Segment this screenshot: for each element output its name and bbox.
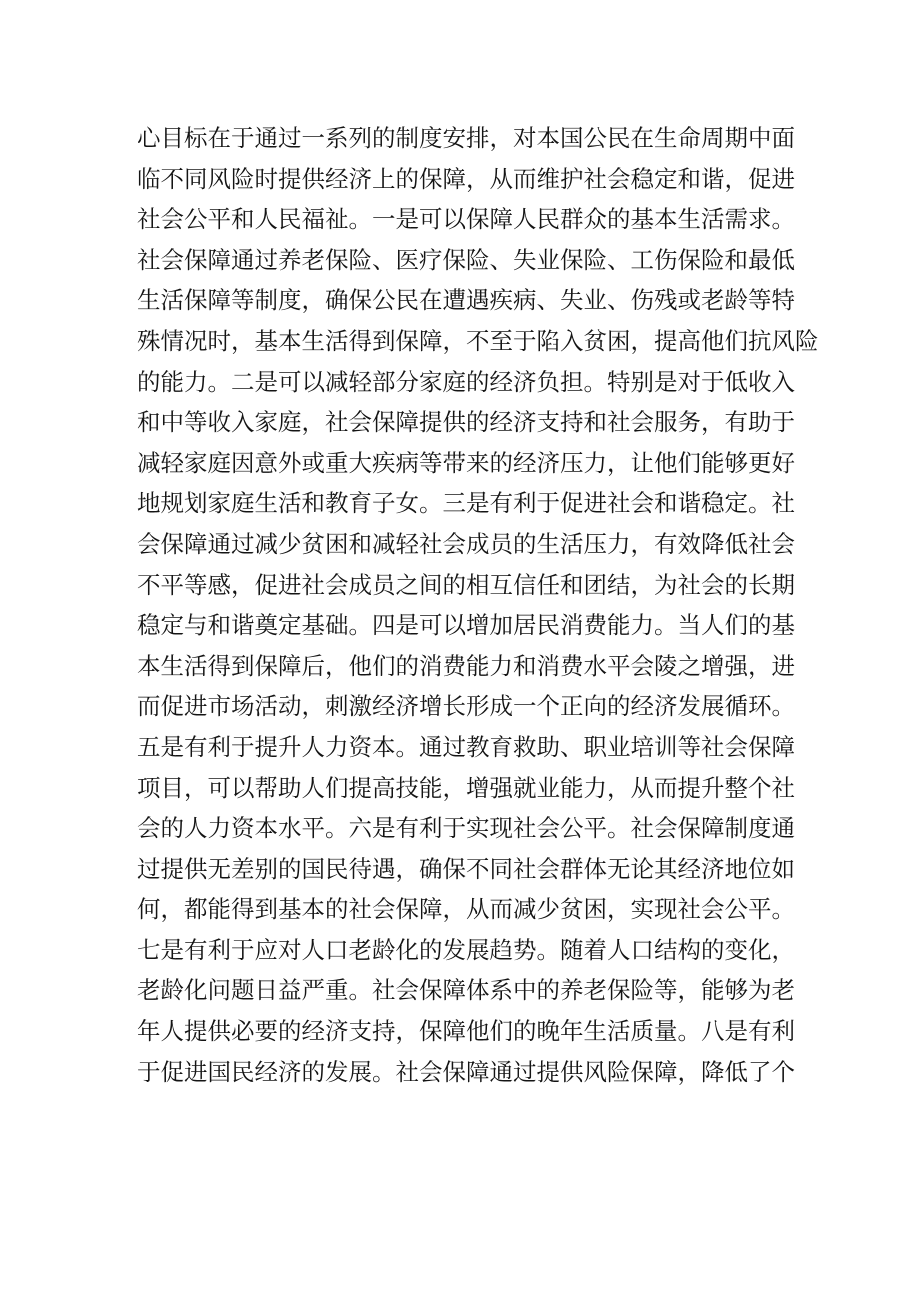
text-line: 于促进国民经济的发展。社会保障通过提供风险保障，降低了个 — [137, 1057, 795, 1086]
text-line: 殊情况时，基本生活得到保障，不至于陷入贫困，提高他们抗风险 — [137, 326, 819, 355]
text-line: 的能力。二是可以减轻部分家庭的经济负担。特别是对于低收入 — [137, 367, 795, 396]
text-line: 会的人力资本水平。六是有利于实现社会公平。社会保障制度通 — [137, 814, 795, 843]
text-line: 项目，可以帮助人们提高技能，增强就业能力，从而提升整个社 — [137, 773, 795, 802]
text-line: 社会保障通过养老保险、医疗保险、失业保险、工伤保险和最低 — [137, 245, 795, 274]
text-line: 地规划家庭生活和教育子女。三是有利于促进社会和谐稳定。社 — [137, 489, 795, 518]
text-line: 临不同风险时提供经济上的保障，从而维护社会稳定和谐，促进 — [137, 164, 795, 193]
text-line: 心目标在于通过一系列的制度安排，对本国公民在生命周期中面 — [137, 124, 795, 152]
text-line: 年人提供必要的经济支持，保障他们的晚年生活质量。八是有利 — [137, 1017, 795, 1046]
text-line: 过提供无差别的国民待遇，确保不同社会群体无论其经济地位如 — [137, 854, 795, 883]
text-line: 减轻家庭因意外或重大疾病等带来的经济压力，让他们能够更好 — [137, 448, 795, 477]
text-line: 会保障通过减少贫困和减轻社会成员的生活压力，有效降低社会 — [137, 529, 795, 558]
text-line: 何，都能得到基本的社会保障，从而减少贫困，实现社会公平。 — [137, 895, 795, 924]
text-line: 不平等感，促进社会成员之间的相互信任和团结，为社会的长期 — [137, 570, 795, 599]
text-line: 生活保障等制度，确保公民在遭遇疾病、失业、伤残或老龄等特 — [137, 286, 795, 315]
text-line: 五是有利于提升人力资本。通过教育救助、职业培训等社会保障 — [137, 732, 795, 761]
body-text — [137, 118, 819, 1092]
text-line: 七是有利于应对人口老龄化的发展趋势。随着人口结构的变化， — [137, 935, 795, 964]
text-line: 稳定与和谐奠定基础。四是可以增加居民消费能力。当人们的基 — [137, 611, 795, 640]
text-line: 和中等收入家庭，社会保障提供的经济支持和社会服务，有助于 — [137, 408, 795, 437]
text-line: 而促进市场活动，刺激经济增长形成一个正向的经济发展循环。 — [137, 692, 795, 721]
text-line: 老龄化问题日益严重。社会保障体系中的养老保险等，能够为老 — [137, 976, 795, 1005]
text-line: 本生活得到保障后，他们的消费能力和消费水平会陵之增强，进 — [137, 651, 795, 680]
text-line: 社会公平和人民福祉。一是可以保障人民群众的基本生活需求。 — [137, 205, 795, 234]
